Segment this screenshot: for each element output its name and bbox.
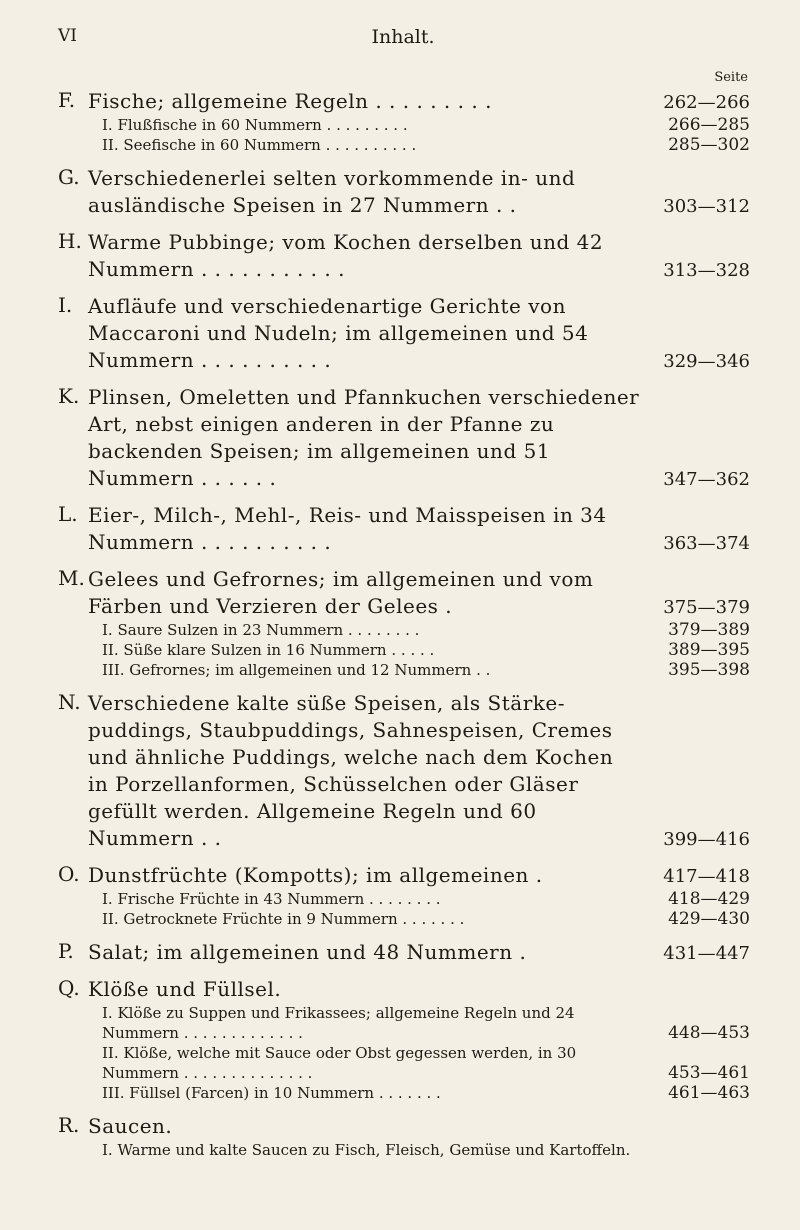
page-header [58, 26, 748, 56]
toc-entry-title-row [88, 690, 750, 852]
toc-entry [58, 1113, 750, 1160]
toc-subentry-title: II. Süße klare Sulzen in 16 Nummern . . . . . [102, 641, 435, 659]
toc-entry [58, 384, 750, 492]
toc-entry-letter: G. [58, 165, 80, 189]
toc-subentry-title: II. Seefische in 60 Nummern . . . . . . . . . . [102, 136, 417, 154]
toc-subentry-pages: 453—461 [668, 1063, 750, 1083]
toc-subentry-pages: 395—398 [668, 660, 750, 680]
toc-subentry [102, 640, 750, 660]
toc-entry-title: Verschiedenerlei selten vorkommende in- und ausländische Speisen in 27 Nummern . . [88, 166, 576, 217]
page-title: Inhalt. [371, 26, 435, 48]
toc-subentry-pages: 379—389 [668, 620, 750, 640]
toc-entry-title-row [88, 862, 750, 889]
toc-entry-body [88, 229, 750, 283]
toc-entry-letter: I. [58, 293, 73, 317]
toc-entry-title: Klöße und Füllsel. [88, 977, 282, 1001]
toc-entry-pages: 303—312 [663, 196, 750, 217]
toc-entry-body [88, 165, 750, 219]
toc-entry-body [88, 976, 750, 1103]
toc-entry-body [88, 862, 750, 929]
toc-entry-title: Verschiedene kalte süße Speisen, als Stärke-puddings, Staubpuddings, Sahnespeisen, Cremes und ähnliche Puddings, welche nach dem Kochen in Porzellanformen, Schüsselchen oder Gläser gefüllt werden. Allgemeine Regeln und 60 Nummern . . [88, 691, 614, 850]
toc-entry-title: Dunstfrüchte (Kompotts); im allgemeinen . [88, 863, 543, 887]
toc-entry-letter: K. [58, 384, 80, 408]
toc-subentry-title: I. Frische Früchte in 43 Nummern . . . . . . . . [102, 890, 441, 908]
toc-entry-title-row [88, 976, 640, 1003]
toc-entry-body [88, 384, 750, 492]
toc-entry-body [88, 690, 750, 852]
toc-entry-title-row [88, 88, 750, 115]
toc-entry-body [88, 566, 750, 680]
toc-entry-title: Gelees und Gefrornes; im allgemeinen und vom Färben und Verzieren der Gelees . [88, 567, 594, 618]
toc-subentry-title: II. Klöße, welche mit Sauce oder Obst gegessen werden, in 30 Nummern . . . . . . . . . . . . . . [102, 1044, 577, 1082]
toc-entry-title-row [88, 165, 750, 219]
toc-subentry [102, 115, 750, 135]
toc-subentry-pages: 389—395 [668, 640, 750, 660]
toc-entry-title: Fische; allgemeine Regeln . . . . . . . . . [88, 89, 492, 113]
toc-entry-letter: N. [58, 690, 81, 714]
toc-entry [58, 165, 750, 219]
toc-entry-body [88, 1113, 640, 1160]
toc-subentry-title: III. Füllsel (Farcen) in 10 Nummern . . . . . . . [102, 1084, 441, 1102]
toc-entry-title-row [88, 229, 750, 283]
toc-subentry-title: I. Saure Sulzen in 23 Nummern . . . . . . . . [102, 621, 420, 639]
toc-subentry-title: I. Warme und kalte Saucen zu Fisch, Fleisch, Gemüse und Kartoffeln. [102, 1141, 631, 1159]
toc-entry-pages: 417—418 [663, 866, 750, 887]
toc-subentry-pages: 448—453 [668, 1023, 750, 1043]
toc-entry-pages: 363—374 [663, 533, 750, 554]
toc-entry-letter: O. [58, 862, 80, 886]
toc-entry [58, 690, 750, 852]
toc-entry-body [88, 293, 750, 374]
toc-subentry-title: III. Gefrornes; im allgemeinen und 12 Nummern . . [102, 661, 491, 679]
toc-entry-pages: 431—447 [663, 943, 750, 964]
toc-entry [58, 976, 750, 1103]
toc-subentry-title: I. Klöße zu Suppen und Frikassees; allgemeine Regeln und 24 Nummern . . . . . . . . . . . . . [102, 1004, 575, 1042]
toc-entry-body [88, 502, 750, 556]
toc-entry [58, 862, 750, 929]
toc-entry-title: Saucen. [88, 1114, 173, 1138]
table-of-contents [58, 88, 750, 1170]
toc-entry-title-row [88, 566, 750, 620]
toc-entry-letter: Q. [58, 976, 80, 1000]
toc-entry [58, 939, 750, 966]
toc-subentry [102, 660, 750, 680]
toc-subentry [102, 1043, 750, 1083]
toc-entry-letter: L. [58, 502, 78, 526]
toc-entry-letter: F. [58, 88, 76, 112]
toc-entry-pages: 329—346 [663, 351, 750, 372]
toc-subentry [102, 135, 750, 155]
toc-subentry-pages: 266—285 [668, 115, 750, 135]
toc-subentry-pages: 429—430 [668, 909, 750, 929]
toc-entry-pages: 262—266 [663, 92, 750, 113]
toc-entry-title-row [88, 293, 750, 374]
toc-entry [58, 502, 750, 556]
toc-entry-title: Plinsen, Omeletten und Pfannkuchen verschiedener Art, nebst einigen anderen in der Pfanne zu backenden Speisen; im allgemeinen und 51 Nummern . . . . . . [88, 385, 640, 490]
toc-entry-letter: P. [58, 939, 74, 963]
toc-entry-title: Salat; im allgemeinen und 48 Nummern . [88, 940, 527, 964]
toc-entry-letter: R. [58, 1113, 80, 1137]
page-column-label: Seite [714, 70, 748, 85]
toc-subentry [102, 620, 750, 640]
toc-entry-title-row [88, 939, 750, 966]
toc-subentry [102, 1140, 640, 1160]
toc-subentry-title: II. Getrocknete Früchte in 9 Nummern . . . . . . . [102, 910, 465, 928]
toc-entry-title-row [88, 502, 750, 556]
toc-subentry-title: I. Flußfische in 60 Nummern . . . . . . . . . [102, 116, 408, 134]
toc-entry [58, 229, 750, 283]
toc-entry-title-row [88, 1113, 640, 1140]
toc-subentry-pages: 418—429 [668, 889, 750, 909]
toc-entry-body [88, 88, 750, 155]
toc-entry-letter: H. [58, 229, 82, 253]
toc-entry-title: Warme Pubbinge; vom Kochen derselben und 42 Nummern . . . . . . . . . . . [88, 230, 604, 281]
toc-subentry-pages: 461—463 [668, 1083, 750, 1103]
toc-subentry [102, 889, 750, 909]
toc-entry-body [88, 939, 750, 966]
toc-entry [58, 293, 750, 374]
toc-entry [58, 88, 750, 155]
page-number: VI [58, 26, 77, 46]
toc-subentry [102, 1003, 750, 1043]
toc-subentry-pages: 285—302 [668, 135, 750, 155]
toc-subentry [102, 1083, 750, 1103]
toc-entry-letter: M. [58, 566, 85, 590]
toc-entry-pages: 313—328 [663, 260, 750, 281]
toc-entry-title-row [88, 384, 750, 492]
toc-entry-pages: 399—416 [663, 829, 750, 850]
toc-entry [58, 566, 750, 680]
toc-entry-pages: 347—362 [663, 469, 750, 490]
toc-entry-title: Eier-, Milch-, Mehl-, Reis- und Maisspeisen in 34 Nummern . . . . . . . . . . [88, 503, 607, 554]
toc-subentry [102, 909, 750, 929]
toc-entry-title: Aufläufe und verschiedenartige Gerichte von Maccaroni und Nudeln; im allgemeinen und 54 Nummern . . . . . . . . . . [88, 294, 589, 372]
toc-entry-pages: 375—379 [663, 597, 750, 618]
